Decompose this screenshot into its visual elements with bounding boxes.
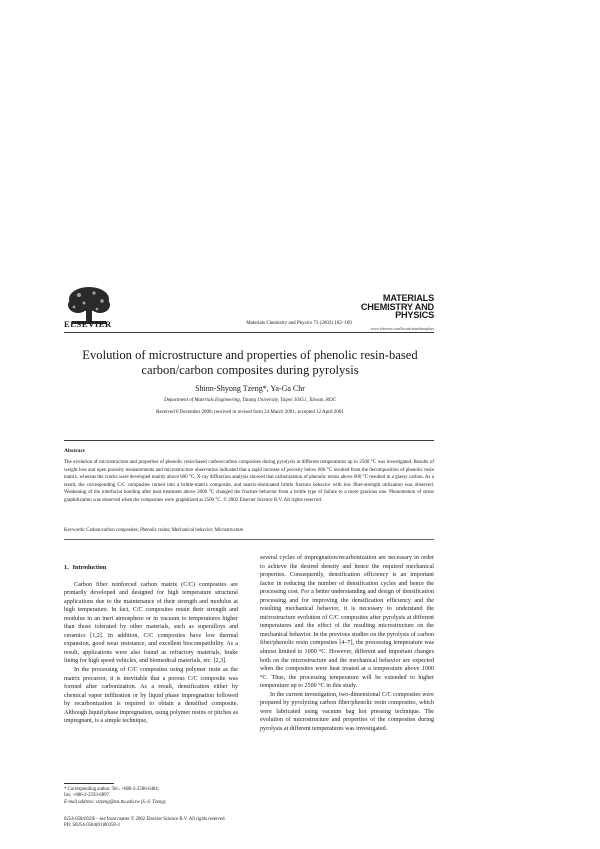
paragraph: In the processing of C/C composites using polymer resin as the matrix precursor, it is inevitable that a porous C/C composite was formed after carbonization. As a result, densification either by chemical vapor infiltration or by liquid phase impregnation followed by recarbonization is required to obtain a densified composite. Although liquid phase impregnation, using polymer resins or pitches as impregnant, is a simple technique, (64, 667, 238, 725)
publisher-name: ELSEVIER (64, 319, 112, 329)
title-line: carbon/carbon composites during pyrolysis (141, 363, 359, 377)
copyright-info (64, 817, 364, 830)
footnote (64, 787, 244, 806)
pii-line: PII: S0254-0584(01)00358-3 (64, 823, 120, 829)
journal-citation: Materials Chemistry and Physics 73 (2002) 162–169 (246, 321, 352, 326)
journal-logo-line: CHEMISTRY AND (360, 301, 434, 312)
header-rule (64, 332, 434, 333)
section-title: Introduction (72, 564, 107, 571)
right-column (260, 554, 434, 733)
footnote-line: fax: +886-2-2593-6897. (64, 793, 111, 799)
title-line: Evolution of microstructure and properties of phenolic resin-based (82, 348, 418, 362)
keywords: Keywords: Carbon/carbon composites; Phenolic resins; Mechanical behavior; Microstructure (64, 528, 244, 533)
affiliation: Department of Materials Engineering, Tatung University, Taipei 10451, Taiwan, ROC (164, 398, 336, 403)
journal-logo-line: MATERIALS (382, 293, 434, 303)
received-dates: Received 6 December 2000; received in revised form 24 March 2001; accepted 12 April 2001 (156, 410, 344, 415)
abstract-top-rule (64, 440, 434, 441)
footnote-line: * Corresponding author. Tel.: +886-2-2586-6484; (64, 787, 160, 792)
article-title (60, 348, 440, 378)
left-column (64, 564, 238, 726)
copyright-line: 0254-0584/02/$ – see front matter © 2002 Elsevier Science B.V. All rights reserved. (64, 817, 226, 822)
journal-logo-line: PHYSICS (395, 310, 434, 321)
footnote-line: E-mail address: sstzeng@ms.ttu.edu.tw (S.-S. Tzeng). (64, 799, 167, 805)
abstract-heading: Abstract (64, 448, 85, 454)
abstract-bottom-rule (64, 539, 434, 540)
journal-url[interactable]: www.elsevier.com/locate/matchemphys (370, 326, 434, 331)
section-heading (64, 564, 238, 573)
paragraph: In the current investigation, two-dimensional C/C composites were prepared by pyrolyzing carbon fiber/phenolic resin composites, which were fabricated using vacuum bag hot pressing technique. The evolution of microstructure and properties of the composites during pyrolysis at different temperatures was investigated. (260, 691, 434, 732)
footnote-rule (64, 783, 114, 784)
journal-logo (352, 294, 434, 320)
abstract-text: The evolution of microstructure and properties of phenolic resin-based carbon/carbon composites during pyrolysis at different temperatures up to 2500 °C was investigated. Results of weight loss and open porosity measurements and microstructure observation indicated that a rapid increase of porosity below 600 °C resulted from the decomposition of phenolic resin matrix, whereas the cracks were developed mainly above 600 °C. X-ray diffraction analysis showed that carbonization of phenolic resins above 600 °C resulted in a glassy carbon. As a result, the corresponding C/C composites turned into a brittle-matrix composite, and matrix-dominated brittle fracture behavior with low fiber-strength utilization was observed. Weakening of the interfacial bonding after heat treatment above 2000 °C changed the fracture behavior from a brittle type of failure to a more gracious one. Phenomenon of stress graphitization was observed when the composites were graphitized at 2500 °C. © 2002 Elsevier Science B.V. All rights reserved. (64, 460, 434, 503)
paragraph: Carbon fiber reinforced carbon matrix (C/C) composites are primarily developed and designed for high temperature structural applications due to the maintenance of their strength and modulus at high temperature. In fact, C/C composites retain their strength and modulus in an inert atmosphere or in vacuum to temperatures higher than those tolerated by other materials, such as superalloys and ceramics [1,2]. In addition, C/C composites have low thermal expansion, good wear resistance, and excellent biocompatibility. As a result, applications were also found as refractory materials, brake lining for high speed vehicles, and biomedical materials, etc. [2,3]. (64, 581, 238, 665)
section-number: 1. (64, 564, 69, 571)
paragraph: several cycles of impregnation/recarbonization are necessary in order to achieve the desired density and hence the required mechanical properties. Consequently, densification efficiency is an important factor in reducing the number of densification cycles and hence the processing cost. For a better understanding and design of densification processing and for improving the densification efficiency and the resulting mechanical behavior, it is necessary to understand the microstructure evolution of C/C composites after pyrolysis at different temperatures and the effect of the resulting microstructure on the mechanical behavior. In the previous studies on the pyrolysis of carbon fiber/phenolic resin composites [4–7], the processing temperature was almost limited to 1000 °C. However, different and important changes both on the microstructure and the mechanical behavior are expected when the composites were heat treated at a temperature above 1000 °C. Thus, the processing temperature will be extended to higher temperature up to 2500 °C in this study. (260, 555, 434, 690)
authors: Shinn-Shyong Tzeng*, Ya-Ga Chr (195, 384, 305, 393)
